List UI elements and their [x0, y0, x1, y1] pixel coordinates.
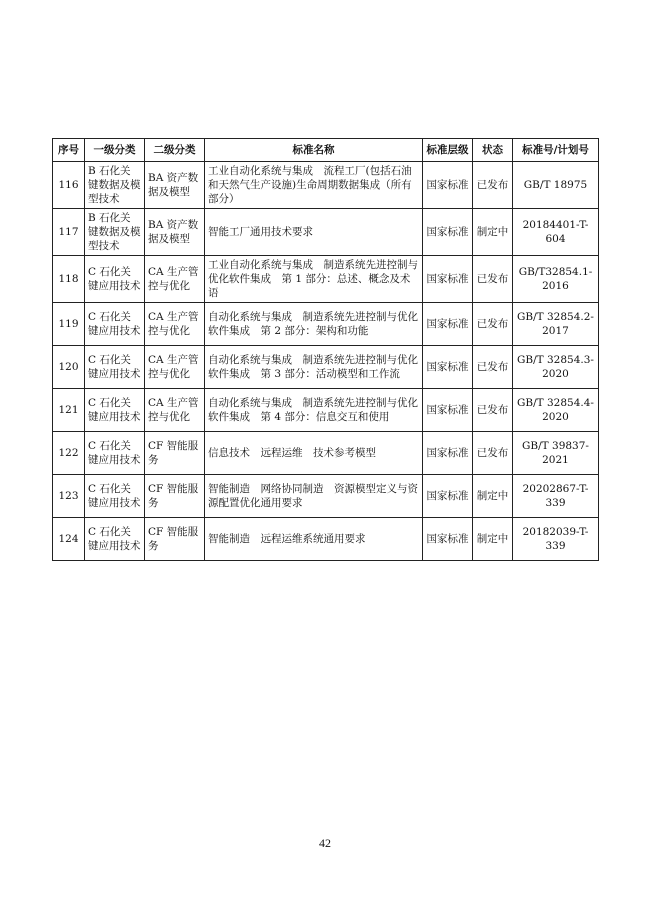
- cell-name: 自动化系统与集成 制造系统先进控制与优化软件集成 第 4 部分：信息交互和使用: [205, 389, 423, 432]
- cell-level: 国家标准: [423, 256, 473, 303]
- cell-level: 国家标准: [423, 346, 473, 389]
- cell-code: GB/T 32854.3-2020: [513, 346, 599, 389]
- cell-name: 智能制造 网络协同制造 资源模型定义与资源配置优化通用要求: [205, 475, 423, 518]
- cell-cat2: BA 资产数据及模型: [145, 162, 205, 209]
- header-level: 标准层级: [423, 139, 473, 162]
- cell-status: 制定中: [473, 475, 513, 518]
- page-number: 42: [319, 836, 331, 850]
- cell-no: 123: [53, 475, 85, 518]
- cell-status: 已发布: [473, 256, 513, 303]
- cell-no: 121: [53, 389, 85, 432]
- cell-status: 已发布: [473, 303, 513, 346]
- cell-cat1: B 石化关键数据及模型技术: [85, 162, 145, 209]
- cell-cat2: BA 资产数据及模型: [145, 209, 205, 256]
- cell-level: 国家标准: [423, 475, 473, 518]
- cell-cat2: CF 智能服务: [145, 518, 205, 561]
- cell-name: 信息技术 远程运维 技术参考模型: [205, 432, 423, 475]
- cell-cat2: CA 生产管控与优化: [145, 346, 205, 389]
- table-row: [53, 389, 599, 432]
- table-row: [53, 209, 599, 256]
- cell-name: 智能工厂通用技术要求: [205, 209, 423, 256]
- table-row: [53, 432, 599, 475]
- cell-no: 117: [53, 209, 85, 256]
- cell-cat2: CF 智能服务: [145, 432, 205, 475]
- table-row: [53, 162, 599, 209]
- cell-no: 124: [53, 518, 85, 561]
- cell-no: 116: [53, 162, 85, 209]
- cell-code: GB/T 32854.2-2017: [513, 303, 599, 346]
- cell-code: 20202867-T-339: [513, 475, 599, 518]
- table-header-row: [53, 139, 599, 162]
- header-cat1: 一级分类: [85, 139, 145, 162]
- cell-name: 智能制造 远程运维系统通用要求: [205, 518, 423, 561]
- cell-code: GB/T 39837-2021: [513, 432, 599, 475]
- table-row: [53, 303, 599, 346]
- cell-cat1: C 石化关键应用技术: [85, 475, 145, 518]
- cell-code: GB/T 32854.4-2020: [513, 389, 599, 432]
- cell-cat1: C 石化关键应用技术: [85, 346, 145, 389]
- cell-level: 国家标准: [423, 162, 473, 209]
- cell-name: 工业自动化系统与集成 流程工厂(包括石油和天然气生产设施)生命周期数据集成（所有部分）: [205, 162, 423, 209]
- cell-status: 制定中: [473, 518, 513, 561]
- cell-cat1: B 石化关键数据及模型技术: [85, 209, 145, 256]
- cell-level: 国家标准: [423, 518, 473, 561]
- cell-name: 自动化系统与集成 制造系统先进控制与优化软件集成 第 3 部分：活动模型和工作流: [205, 346, 423, 389]
- cell-level: 国家标准: [423, 389, 473, 432]
- cell-cat1: C 石化关键应用技术: [85, 432, 145, 475]
- standards-table: [52, 138, 599, 561]
- header-name: 标准名称: [205, 139, 423, 162]
- cell-no: 119: [53, 303, 85, 346]
- header-no: 序号: [53, 139, 85, 162]
- cell-status: 制定中: [473, 209, 513, 256]
- cell-name: 自动化系统与集成 制造系统先进控制与优化软件集成 第 2 部分：架构和功能: [205, 303, 423, 346]
- table-row: [53, 518, 599, 561]
- cell-name: 工业自动化系统与集成 制造系统先进控制与优化软件集成 第 1 部分：总述、概念及术语: [205, 256, 423, 303]
- header-cat2: 二级分类: [145, 139, 205, 162]
- cell-no: 118: [53, 256, 85, 303]
- cell-cat1: C 石化关键应用技术: [85, 256, 145, 303]
- cell-cat2: CF 智能服务: [145, 475, 205, 518]
- cell-cat2: CA 生产管控与优化: [145, 256, 205, 303]
- table-row: [53, 256, 599, 303]
- cell-cat1: C 石化关键应用技术: [85, 518, 145, 561]
- cell-code: GB/T 18975: [513, 162, 599, 209]
- cell-cat2: CA 生产管控与优化: [145, 389, 205, 432]
- cell-level: 国家标准: [423, 432, 473, 475]
- table-row: [53, 475, 599, 518]
- cell-code: 20184401-T-604: [513, 209, 599, 256]
- cell-status: 已发布: [473, 432, 513, 475]
- cell-level: 国家标准: [423, 209, 473, 256]
- cell-code: 20182039-T-339: [513, 518, 599, 561]
- cell-level: 国家标准: [423, 303, 473, 346]
- cell-cat2: CA 生产管控与优化: [145, 303, 205, 346]
- cell-status: 已发布: [473, 162, 513, 209]
- cell-no: 122: [53, 432, 85, 475]
- cell-status: 已发布: [473, 346, 513, 389]
- cell-status: 已发布: [473, 389, 513, 432]
- cell-code: GB/T32854.1-2016: [513, 256, 599, 303]
- header-status: 状态: [473, 139, 513, 162]
- cell-cat1: C 石化关键应用技术: [85, 303, 145, 346]
- header-code: 标准号/计划号: [513, 139, 599, 162]
- cell-cat1: C 石化关键应用技术: [85, 389, 145, 432]
- table-row: [53, 346, 599, 389]
- cell-no: 120: [53, 346, 85, 389]
